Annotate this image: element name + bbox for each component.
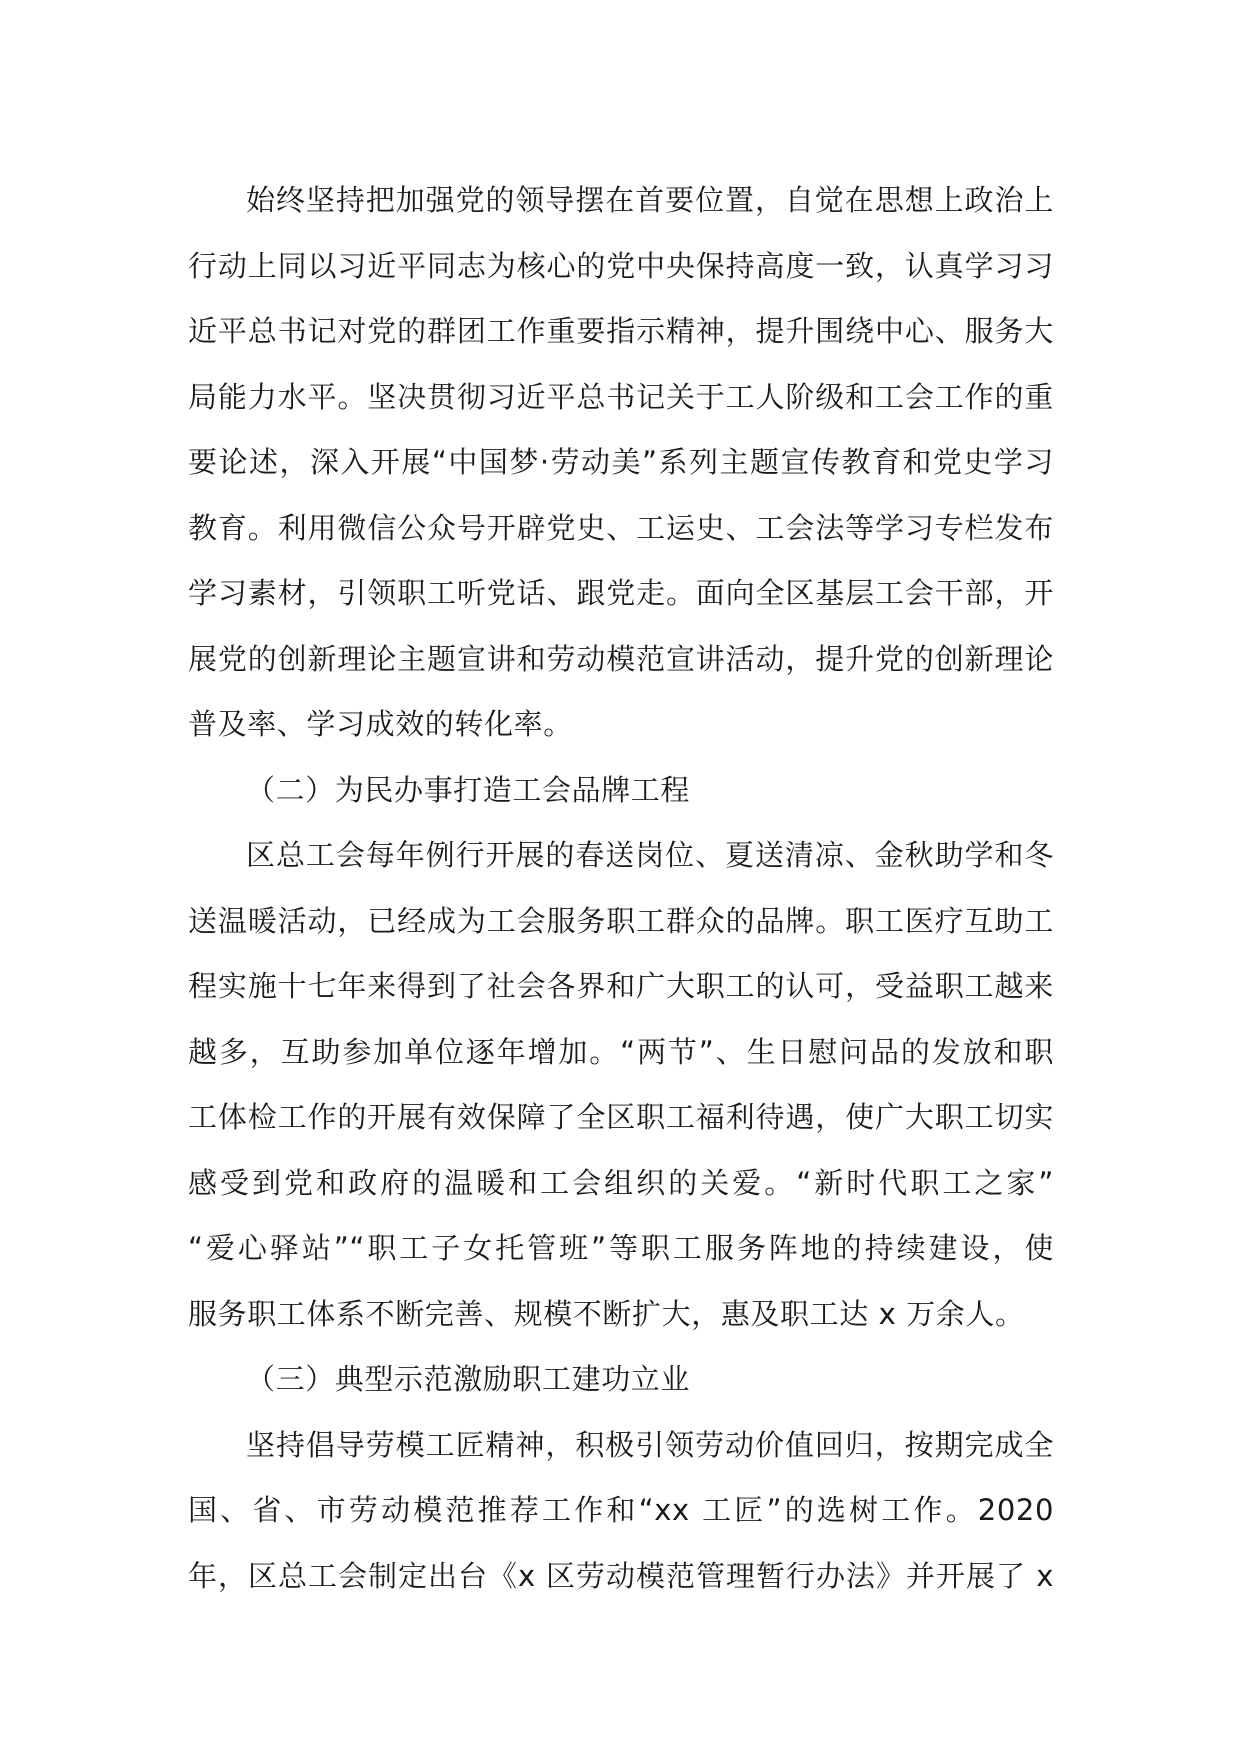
text-line: 普及率、学习成效的转化率。 [188,707,573,741]
text-line: 区总工会每年例行开展的春送岗位、夏送清凉、金秋助学和冬 [246,838,1054,872]
text-line: 越多，互助参加单位逐年增加。“两节”、生日慰问品的发放和职 [188,1034,1054,1069]
text-line: 年，区总工会制定出台《x 区劳动模范管理暂行办法》并开展了 x [188,1558,1054,1593]
text-line: 展党的创新理论主题宣讲和劳动模范宣讲活动，提升党的创新理论 [188,641,1054,676]
section-heading-three [188,1347,1054,1413]
text-line: 服务职工体系不断完善、规模不断扩大，惠及职工达 x 万余人。 [188,1296,1025,1331]
text-line: 要论述，深入开展“中国梦·劳动美”系列主题宣传教育和党史学习 [188,445,1054,479]
text-line: 国、省、市劳动模范推荐工作和“xx 工匠”的选树工作。2020 [188,1493,1054,1527]
paragraph-model-workers [188,1413,1054,1610]
heading-text: （三）典型示范激励职工建功立业 [246,1362,691,1396]
text-line: 始终坚持把加强党的领导摆在首要位置，自觉在思想上政治上 [246,183,1054,217]
text-line: “爱心驿站”“职工子女托管班”等职工服务阵地的持续建设，使 [188,1231,1054,1265]
text-line: 教育。利用微信公众号开辟党史、工运史、工会法等学习专栏发布 [188,510,1054,545]
text-line: 行动上同以习近平同志为核心的党中央保持高度一致，认真学习习 [188,248,1054,283]
heading-text: （二）为民办事打造工会品牌工程 [246,772,691,807]
text-line: 程实施十七年来得到了社会各界和广大职工的认可，受益职工越来 [188,969,1054,1003]
document-body [188,168,1054,1609]
text-line: 坚持倡导劳模工匠精神，积极引领劳动价值回归，按期完成全 [246,1427,1054,1462]
text-line: 工体检工作的开展有效保障了全区职工福利待遇，使广大职工切实 [188,1100,1054,1134]
text-line: 局能力水平。坚决贯彻习近平总书记关于工人阶级和工会工作的重 [188,379,1054,414]
text-line: 感受到党和政府的温暖和工会组织的关爱。“新时代职工之家” [188,1165,1054,1200]
text-line: 学习素材，引领职工听党话、跟党走。面向全区基层工会干部，开 [188,576,1054,610]
paragraph-brand-projects [188,823,1054,1347]
section-heading-two [188,758,1054,824]
text-line: 送温暖活动，已经成为工会服务职工群众的品牌。职工医疗互助工 [188,903,1054,938]
text-line: 近平总书记对党的群团工作重要指示精神，提升围绕中心、服务大 [188,314,1054,348]
paragraph-party-leadership [188,168,1054,758]
